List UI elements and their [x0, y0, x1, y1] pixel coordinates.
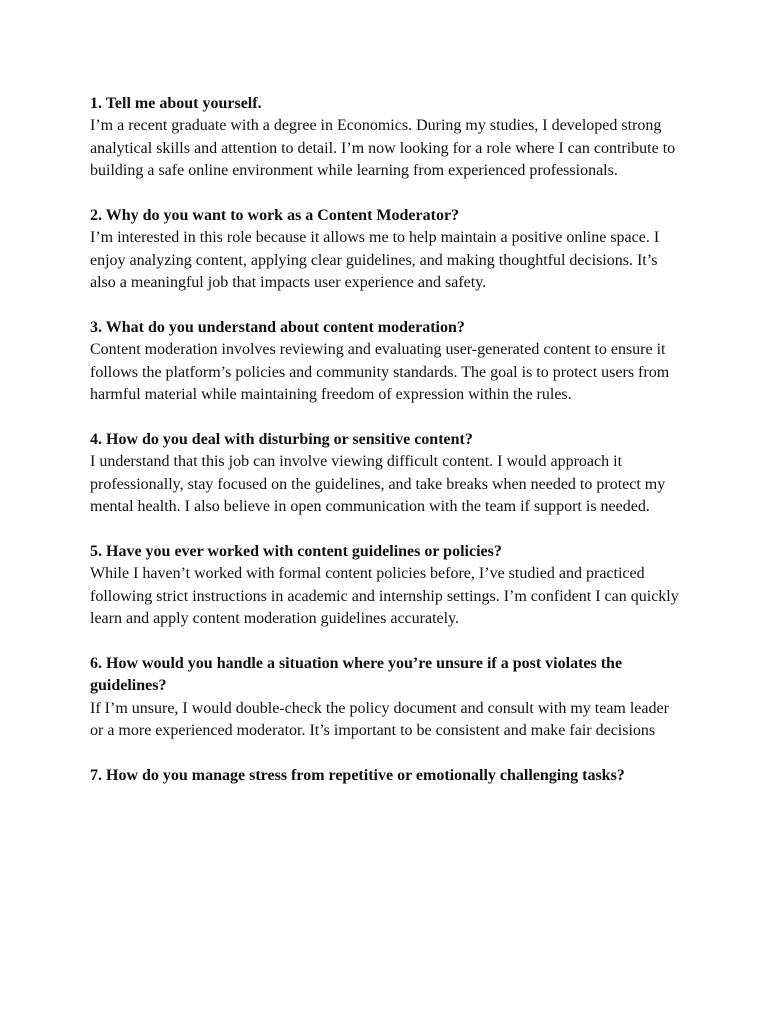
question-heading: 4. How do you deal with disturbing or sensitive content? — [90, 431, 473, 449]
answer-paragraph: I’m interested in this role because it allows me to help maintain a positive online space. I enjoy analyzing content, applying clear guidelines, and making thoughtful decisions. It’s also a meaningful job that impacts user experience and safety. — [90, 229, 660, 292]
qa-item-2 — [90, 205, 682, 295]
qa-item-1 — [90, 93, 682, 183]
question-heading: 7. How do you manage stress from repetitive or emotionally challenging tasks? — [90, 767, 625, 785]
qa-item-6 — [90, 653, 682, 743]
answer-paragraph: If I’m unsure, I would double-check the policy document and consult with my team leader or a more experienced moderator. It’s important to be consistent and make fair decisions — [90, 699, 669, 740]
document-page — [90, 93, 682, 810]
question-heading: 2. Why do you want to work as a Content Moderator? — [90, 207, 460, 225]
question-heading: 6. How would you handle a situation where you’re unsure if a post violates the guidelines? — [90, 655, 623, 695]
question-heading: 1. Tell me about yourself. — [90, 95, 262, 112]
qa-item-3 — [90, 317, 682, 407]
qa-item-4 — [90, 429, 682, 519]
answer-paragraph: Content moderation involves reviewing and evaluating user-generated content to ensure it follows the platform’s policies and community standards. The goal is to protect users from harmful material while maintaining freedom of expression within the rules. — [90, 341, 670, 404]
qa-item-7 — [90, 765, 682, 787]
answer-paragraph: I understand that this job can involve viewing difficult content. I would approach it professionally, stay focused on the guidelines, and take breaks when needed to protect my mental health. I also believe in open communication with the team if support is needed. — [90, 453, 666, 516]
question-heading: 5. Have you ever worked with content guidelines or policies? — [90, 543, 502, 561]
answer-paragraph: While I haven’t worked with formal content policies before, I’ve studied and practiced following strict instructions in academic and internship settings. I’m confident I can quickly learn and apply content moderation guidelines accurately. — [90, 565, 679, 628]
question-heading: 3. What do you understand about content moderation? — [90, 319, 465, 337]
qa-item-5 — [90, 541, 682, 631]
answer-paragraph: I’m a recent graduate with a degree in Economics. During my studies, I developed strong analytical skills and attention to detail. I’m now looking for a role where I can contribute to building a safe online environment while learning from experienced professionals. — [90, 117, 676, 180]
